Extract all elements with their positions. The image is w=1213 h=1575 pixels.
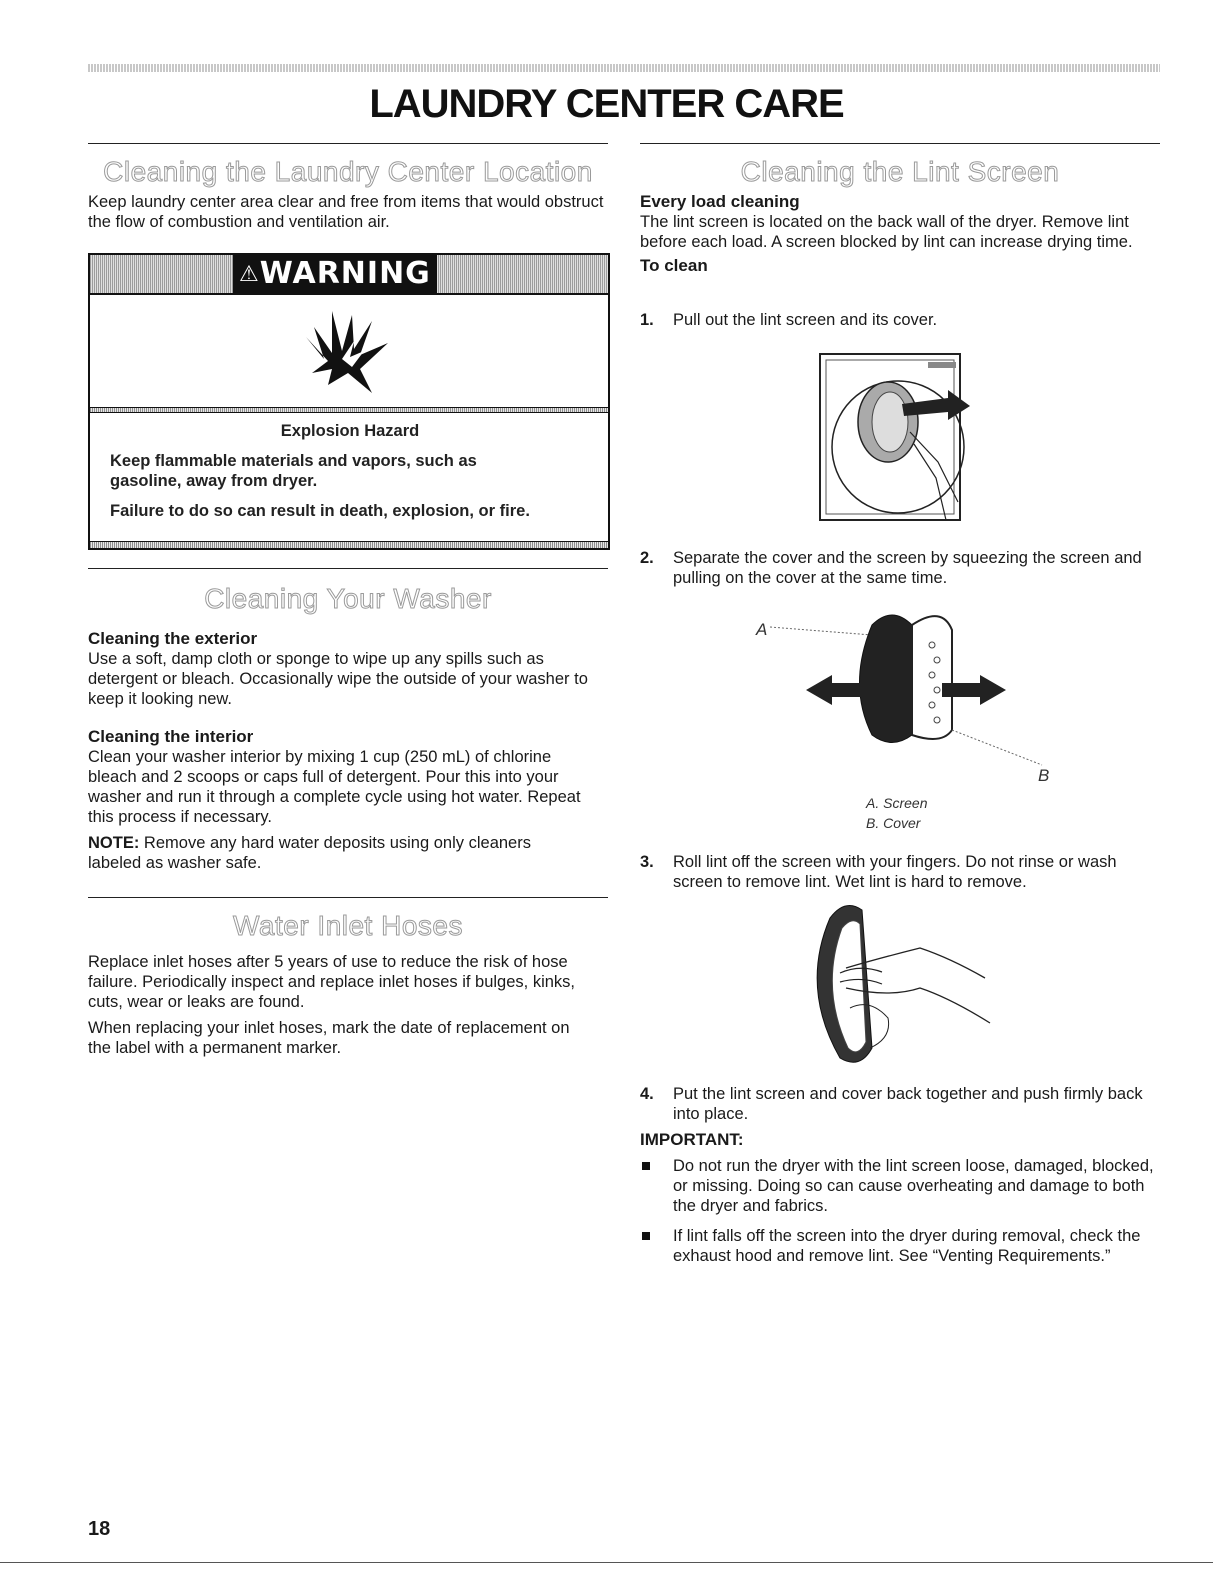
explosion-symbol-area (90, 293, 608, 407)
bullet-text: Do not run the dryer with the lint screen loose, damaged, blocked, or missing. Doing so can cause overheating and damage to both the dryer and fabrics. (673, 1157, 1154, 1215)
figure-label-a: A (756, 620, 768, 639)
location-body: Keep laundry center area clear and free from items that would obstruct the flow of combustion and ventilation air. (88, 193, 604, 231)
warning-label-text: WARNING (259, 256, 431, 291)
warning-box (88, 253, 610, 550)
note-body: Remove any hard water deposits using only cleaners labeled as washer safe. (88, 834, 531, 872)
exterior-body: Use a soft, damp cloth or sponge to wipe up any spills such as detergent or bleach. Occasionally wipe the outside of your washer to keep it looking new. (88, 650, 588, 708)
interior-title: Cleaning the interior (88, 727, 254, 746)
figure-label-b: B (1038, 766, 1050, 785)
section-heading-location: Cleaning the Laundry Center Location (103, 156, 593, 187)
warning-header (90, 255, 608, 293)
step-4 (640, 1084, 1160, 1124)
hoses-body-2: When replacing your inlet hoses, mark the date of replacement on the label with a permanent marker. (88, 1019, 570, 1057)
warning-label (233, 255, 437, 293)
figure-caption-cover: B. Cover (866, 815, 921, 831)
to-clean-title: To clean (640, 256, 708, 275)
washer-section (88, 568, 608, 873)
section-rule (88, 897, 608, 898)
hazard-title: Explosion Hazard (280, 422, 420, 440)
warning-text (90, 413, 608, 541)
section-rule (88, 143, 608, 144)
warning-footer-strip (90, 541, 608, 548)
note-label: NOTE: (88, 834, 140, 852)
every-load-title: Every load cleaning (640, 192, 800, 211)
explosion-icon (302, 307, 392, 397)
step-text: Roll lint off the screen with your fingers. Do not rinse or wash screen to remove lint. Wet lint is hard to remove. (673, 853, 1117, 891)
step-1 (640, 310, 1160, 330)
bullet-square-icon (642, 1232, 650, 1240)
every-load-body: The lint screen is located on the back wall of the dryer. Remove lint before each load. A screen blocked by lint can increase drying time. (640, 213, 1133, 251)
figure-caption-screen: A. Screen (866, 795, 928, 811)
warning-triangle-icon: ⚠ (239, 262, 260, 287)
interior-body: Clean your washer interior by mixing 1 cup (250 mL) of chlorine bleach and 2 scoops or caps full of detergent. Pour this into your washer and run it through a complete cycle using hot water. Repeat this process if necessary. (88, 748, 581, 826)
step-text: Pull out the lint screen and its cover. (673, 311, 938, 329)
bottom-rule (0, 1562, 1213, 1563)
step-number: 1. (640, 311, 654, 329)
hoses-section (88, 897, 608, 1058)
lint-screen-separate-figure (752, 605, 1052, 765)
step-number: 4. (640, 1085, 654, 1103)
step-number: 2. (640, 549, 654, 567)
bullet-square-icon (642, 1162, 650, 1170)
page-title: LAUNDRY CENTER CARE (369, 82, 844, 126)
warning-line-2: Failure to do so can result in death, explosion, or fire. (110, 502, 530, 520)
washer-note (88, 833, 578, 873)
right-column (640, 143, 1160, 276)
step-text: Put the lint screen and cover back together and push firmly back into place. (673, 1085, 1143, 1123)
section-rule (640, 143, 1160, 144)
important-bullet-1 (640, 1156, 1160, 1216)
step-3 (640, 852, 1160, 892)
left-column (88, 143, 608, 232)
bullet-text: If lint falls off the screen into the dryer during removal, check the exhaust hood and remove lint. See “Venting Requirements.” (673, 1227, 1141, 1265)
step-text: Separate the cover and the screen by squeezing the screen and pulling on the cover at the same time. (673, 549, 1142, 587)
section-heading-lint-screen: Cleaning the Lint Screen (740, 156, 1060, 187)
important-title: IMPORTANT: (640, 1130, 744, 1149)
page-number: 18 (88, 1518, 111, 1540)
section-heading-hoses: Water Inlet Hoses (233, 910, 463, 941)
top-screen-strip (88, 64, 1160, 72)
important-bullet-2 (640, 1226, 1160, 1266)
exterior-title: Cleaning the exterior (88, 629, 258, 648)
section-rule (88, 568, 608, 569)
section-heading-washer: Cleaning Your Washer (204, 583, 492, 614)
step-2 (640, 548, 1160, 588)
step-number: 3. (640, 853, 654, 871)
hoses-body-1: Replace inlet hoses after 5 years of use to reduce the risk of hose failure. Periodically inspect and replace inlet hoses if bulges, kinks, cuts, wear or leaks are found. (88, 953, 576, 1011)
lint-roll-figure (800, 898, 1000, 1068)
lint-screen-pull-figure (818, 352, 968, 527)
warning-line-1: Keep flammable materials and vapors, such as gasoline, away from dryer. (110, 452, 477, 490)
